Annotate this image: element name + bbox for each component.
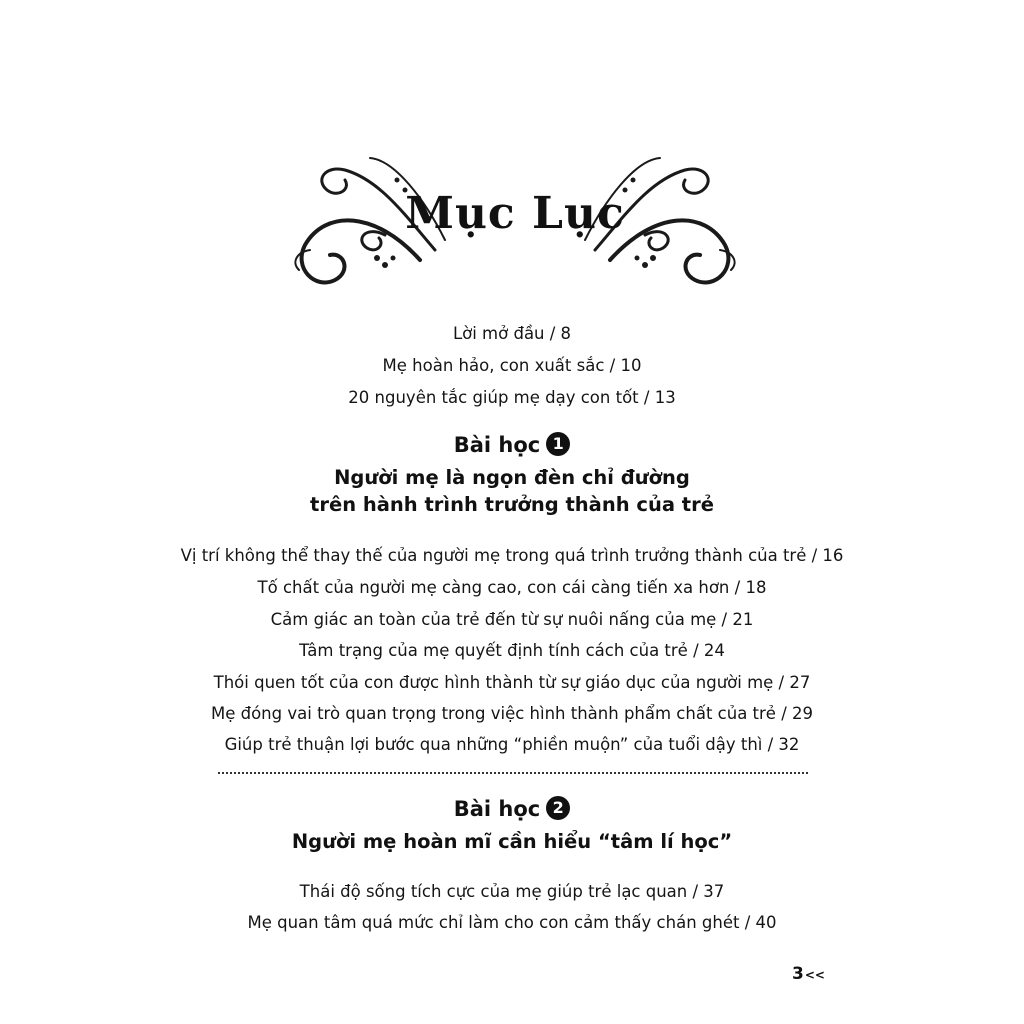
toc-entry: Tố chất của người mẹ càng cao, con cái càng tiến xa hơn / 18 bbox=[257, 578, 767, 597]
toc-entry: 20 nguyên tắc giúp mẹ dạy con tốt / 13 bbox=[348, 388, 676, 407]
lesson-label-text: Bài học bbox=[453, 797, 541, 821]
page-number bbox=[792, 964, 825, 984]
lesson-1-title-line: Người mẹ là ngọn đèn chỉ đường bbox=[334, 466, 690, 489]
lesson-2-label bbox=[0, 797, 1024, 822]
page-marker-icon: << bbox=[804, 968, 825, 982]
page-number-value: 3 bbox=[792, 964, 804, 984]
lesson-label-text: Bài học bbox=[453, 433, 541, 457]
toc-entry: Mẹ hoàn hảo, con xuất sắc / 10 bbox=[382, 356, 642, 375]
lesson-number-badge: 1 bbox=[546, 432, 570, 456]
lesson-1-label bbox=[0, 433, 1024, 458]
toc-entry: Cảm giác an toàn của trẻ đến từ sự nuôi nấng của mẹ / 21 bbox=[270, 610, 754, 629]
lesson-2-title-line: Người mẹ hoàn mĩ cần hiểu “tâm lí học” bbox=[291, 830, 733, 853]
toc-entry: Thói quen tốt của con được hình thành từ sự giáo dục của người mẹ / 27 bbox=[213, 673, 811, 692]
lesson-1-title-line: trên hành trình trưởng thành của trẻ bbox=[310, 493, 714, 516]
toc-entry: Giúp trẻ thuận lợi bước qua những “phiền muộn” của tuổi dậy thì / 32 bbox=[224, 735, 800, 754]
toc-entry: Mẹ quan tâm quá mức chỉ làm cho con cảm thấy chán ghét / 40 bbox=[247, 913, 777, 932]
toc-entry: Tâm trạng của mẹ quyết định tính cách của trẻ / 24 bbox=[299, 641, 725, 660]
section-divider bbox=[218, 772, 808, 774]
toc-entry: Vị trí không thể thay thế của người mẹ trong quá trình trưởng thành của trẻ / 16 bbox=[180, 546, 844, 565]
toc-entry: Thái độ sống tích cực của mẹ giúp trẻ lạc quan / 37 bbox=[299, 882, 725, 901]
page-title: Mục Lục bbox=[405, 188, 625, 239]
toc-entry: Mẹ đóng vai trò quan trọng trong việc hình thành phẩm chất của trẻ / 29 bbox=[210, 704, 813, 723]
lesson-number-badge: 2 bbox=[546, 796, 570, 820]
toc-entry: Lời mở đầu / 8 bbox=[452, 324, 572, 343]
